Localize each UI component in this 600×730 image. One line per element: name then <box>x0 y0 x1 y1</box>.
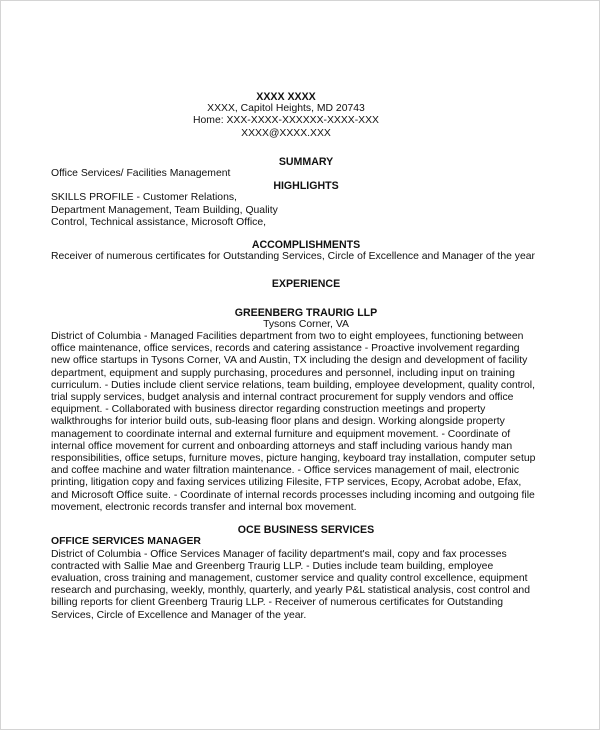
description-line: new office startups in Tysons Corner, VA and Austin, TX including the design and development of facility <box>51 355 528 367</box>
accomplishments-text: Receiver of numerous certificates for Outstanding Services, Circle of Excellence and Manager of the year <box>51 251 535 263</box>
description-line: research and purchasing, weekly, monthly, quarterly, and yearly P&L statistical analysis, cost control and <box>51 585 530 597</box>
accomplishments-heading: ACCOMPLISHMENTS <box>251 239 361 252</box>
experience-heading: EXPERIENCE <box>271 278 341 291</box>
address-line: XXXX, Capitol Heights, MD 20743 <box>207 103 365 115</box>
employer-name: GREENBERG TRAURIG LLP <box>234 306 378 319</box>
description-line: equipment. - Collaborated with business director regarding construction meetings and property <box>51 404 486 416</box>
highlights-list <box>51 192 561 229</box>
description-line: management to coordinate internal and external furniture and equipment movement. - Coordinate of <box>51 428 511 440</box>
highlights-line: Control, Technical assistance, Microsoft Office, <box>51 216 267 228</box>
description-line: department, equipment and supply purchasing, procedures and personnel, including input on training <box>51 367 515 379</box>
description-line: office maintenance, office services, records and catering assistance - Proactive involvement regarding <box>51 343 520 355</box>
description-line: District of Columbia - Office Services Manager of facility department's mail, copy and fax processes <box>51 548 507 560</box>
description-line: contracted with Sallie Mae and Greenberg Traurig LLP. - Duties include team building, employee <box>51 560 494 572</box>
description-line: printing, litigation copy and faxing services utilizing Filesite, FTP services, Ecopy, Acrobat adobe, Efax, <box>51 477 522 489</box>
highlights-line: Department Management, Team Building, Quality <box>51 204 278 216</box>
summary-text: Office Services/ Facilities Management <box>51 168 231 180</box>
job-description <box>51 549 561 622</box>
employer-name: OCE BUSINESS SERVICES <box>237 524 375 537</box>
email-line: XXXX@XXXX.XXX <box>241 127 331 139</box>
phone-line: Home: XXX-XXXX-XXXXXX-XXXX-XXX <box>193 115 379 127</box>
description-line: movement, electronic records transfer and internal box movement. <box>51 501 357 513</box>
description-line: responsibilities, office setups, furniture moves, picture hanging, keyboard tray installation, computer setup <box>51 453 536 465</box>
description-line: billing reports for client Greenberg Traurig LLP. - Receiver of numerous certificates for Outstanding <box>51 597 504 609</box>
resume-document <box>51 91 561 622</box>
job-entry-greenberg <box>51 307 561 514</box>
description-line: evaluation, cross training and management, customer service and quality control excellence, equipment <box>51 572 528 584</box>
description-line: internal office movement for current and onboarding attorneys and staff including various handy man <box>51 440 513 452</box>
highlights-heading: HIGHLIGHTS <box>273 180 339 193</box>
employer-location: Tysons Corner, VA <box>263 318 349 330</box>
description-line: walkthroughs for interior build outs, sub-leasing floor plans and design. Working alongside property <box>51 416 505 428</box>
job-description <box>51 331 561 514</box>
description-line: Services, Circle of Excellence and Manager of the year. <box>51 609 307 621</box>
description-line: curriculum. - Duties include client service relations, team building, employee development, quality control, <box>51 379 535 391</box>
description-line: and Microsoft Office suite. - Coordinate of internal records processes including incoming and outgoing file <box>51 489 535 501</box>
highlights-line: SKILLS PROFILE - Customer Relations, <box>51 192 237 204</box>
job-title: OFFICE SERVICES MANAGER <box>51 536 201 548</box>
job-entry-oce <box>51 524 561 622</box>
description-line: trial supply services, budget analysis and internal contract procurement for supply vendors and office <box>51 392 514 404</box>
description-line: District of Columbia - Managed Facilities department from two to eight employees, functioning between <box>51 331 524 343</box>
description-line: and coffee machine and water filtration maintenance. - Office services management of mail, electronic <box>51 465 520 477</box>
summary-heading: SUMMARY <box>278 155 334 168</box>
candidate-name: XXXX XXXX <box>256 91 316 103</box>
